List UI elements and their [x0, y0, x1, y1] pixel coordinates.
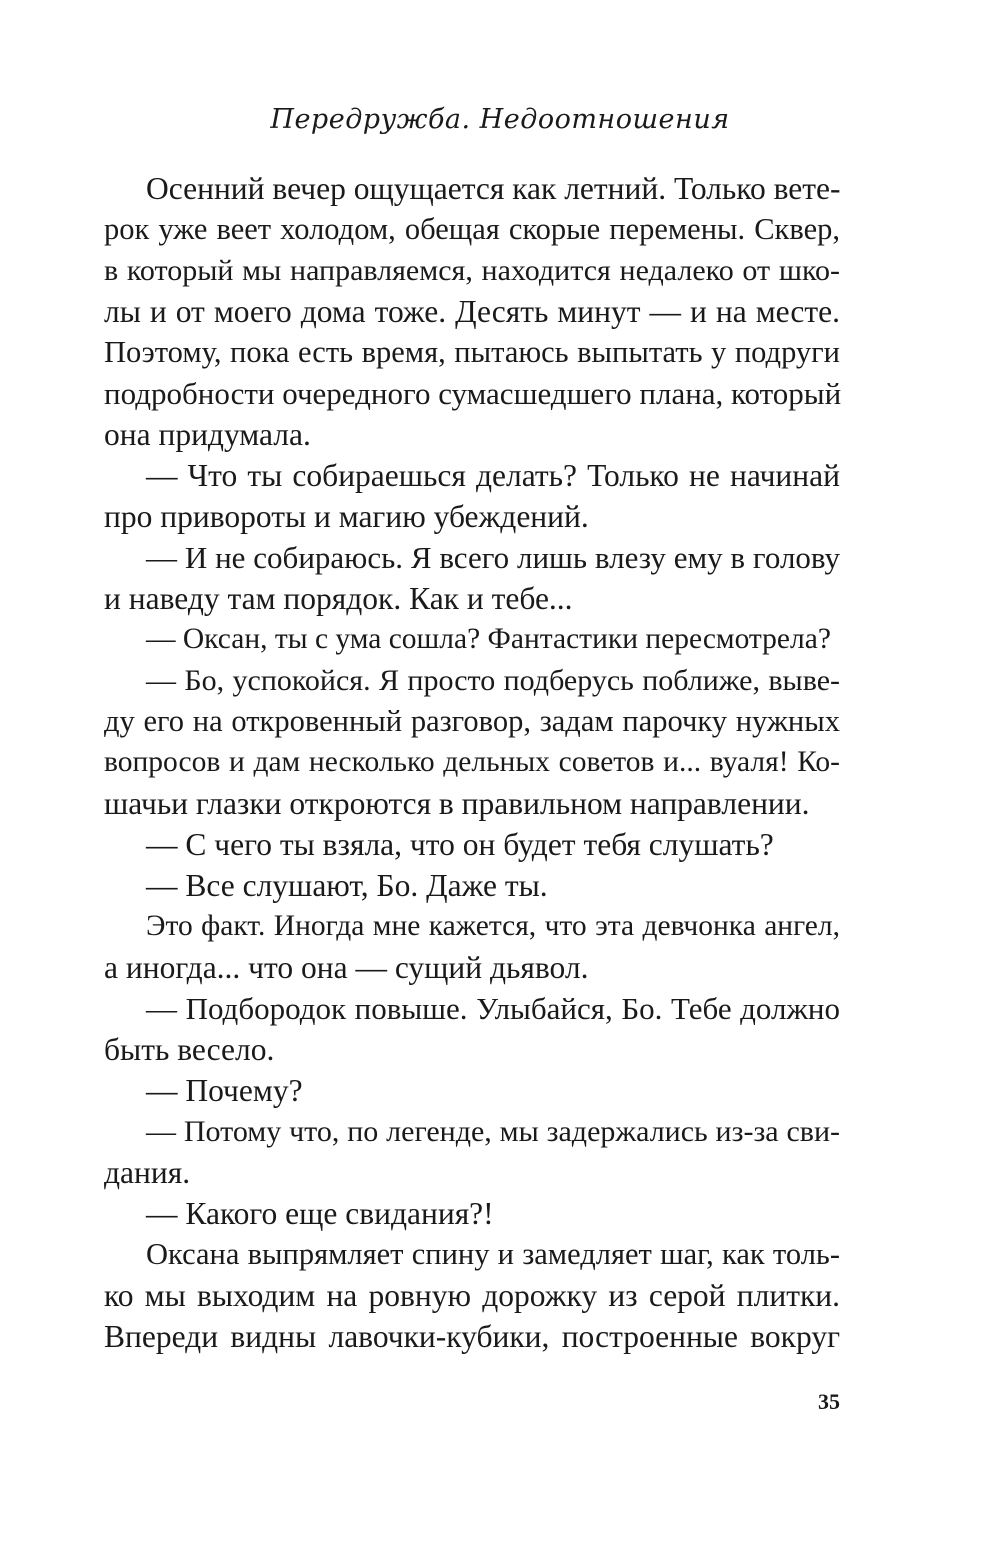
- text-line: — Что ты собираешься делать? Только не начинай: [146, 458, 840, 493]
- text-line: — Оксан, ты с ума сошла? Фантастики пересмотрела?: [146, 623, 831, 655]
- text-line: лы и от моего дома тоже. Десять минут — и на месте.: [104, 294, 840, 329]
- text-line: Это факт. Иногда мне кажется, что эта девчонка ангел,: [146, 910, 840, 942]
- text-line: быть весело.: [104, 1032, 275, 1067]
- text-line: в который мы направляемся, находится недалеко от шко-: [104, 254, 840, 287]
- text-line: ду его на откровенный разговор, задам парочку нужных: [104, 704, 840, 738]
- text-line: дания.: [104, 1155, 191, 1190]
- text-line: — Почему?: [146, 1073, 303, 1108]
- text-line: — Бо, успокойся. Я просто подберусь поближе, выве-: [146, 664, 840, 697]
- text-line: — С чего ты взяла, что он будет тебя слушать?: [146, 827, 774, 862]
- text-line: она придумала.: [104, 417, 311, 452]
- text-line: Осенний вечер ощущается как летний. Только вете-: [146, 171, 841, 206]
- text-line: — Все слушают, Бо. Даже ты.: [146, 868, 548, 903]
- text-line: — Потому что, по легенде, мы задержались из-за сви-: [146, 1115, 840, 1148]
- text-line: рок уже веет холодом, обещая скорые перемены. Сквер,: [104, 212, 840, 246]
- text-line: вопросов и дам несколько дельных советов и... вуаля! Ко-: [104, 746, 840, 778]
- body-text: [104, 168, 840, 1357]
- text-line: подробности очередного сумасшедшего плана, который: [104, 376, 842, 411]
- text-line: про привороты и магию убеждений.: [104, 499, 589, 534]
- page-number: 35: [818, 1389, 840, 1414]
- text-line: Впереди видны лавочки-кубики, построенные вокруг: [104, 1319, 840, 1354]
- running-header: Передружба. Недоотношения: [270, 104, 730, 135]
- text-line: шачьи глазки откроются в правильном направлении.: [104, 786, 810, 821]
- text-line: — Какого еще свидания?!: [146, 1196, 494, 1231]
- text-line: — И не собираюсь. Я всего лишь влезу ему в голову: [146, 540, 840, 575]
- text-line: а иногда... что она — сущий дьявол.: [104, 950, 589, 985]
- text-line: и наведу там порядок. Как и тебе...: [104, 581, 573, 616]
- text-line: Оксана выпрямляет спину и замедляет шаг, как толь-: [146, 1237, 840, 1271]
- text-line: ко мы выходим на ровную дорожку из серой плитки.: [104, 1278, 840, 1313]
- text-line: Поэтому, пока есть время, пытаюсь выпытать у подруги: [104, 335, 840, 369]
- text-line: — Подбородок повыше. Улыбайся, Бо. Тебе должно: [146, 991, 840, 1026]
